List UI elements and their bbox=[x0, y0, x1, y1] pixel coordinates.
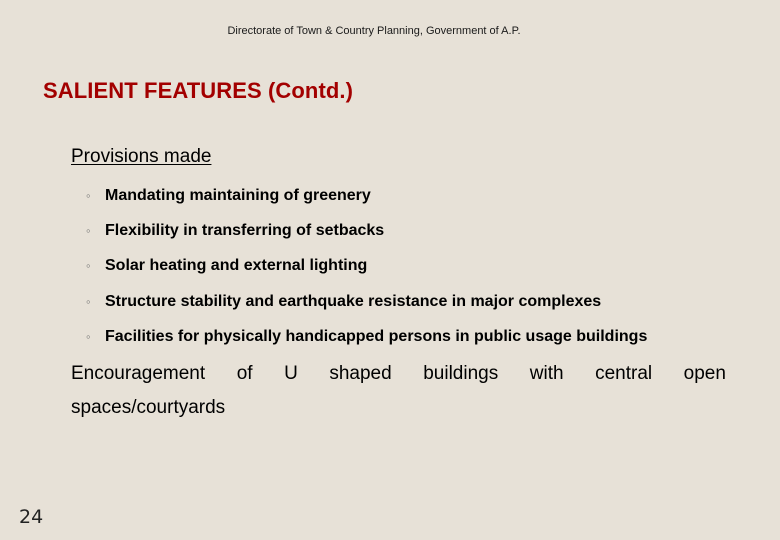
list-item-text: Facilities for physically handicapped persons in public usage buildings bbox=[105, 328, 648, 345]
sub-bullet-icon: ◦ bbox=[86, 294, 91, 309]
list-item bbox=[86, 222, 384, 240]
list-item bbox=[86, 293, 601, 311]
list-item bbox=[86, 187, 371, 205]
word: of bbox=[236, 363, 253, 384]
list-item-text: Flexibility in transferring of setbacks bbox=[105, 222, 385, 239]
sub-bullet-icon: ◦ bbox=[86, 188, 91, 203]
list-item-text: Mandating maintaining of greenery bbox=[105, 187, 371, 204]
provisions-bullet bbox=[46, 146, 211, 168]
word: Encouragement bbox=[71, 363, 206, 384]
word: buildings bbox=[423, 363, 499, 384]
encouragement-line-2: spaces/courtyards bbox=[71, 397, 226, 418]
word: central bbox=[595, 363, 653, 384]
encouragement-line-1 bbox=[71, 363, 726, 385]
sub-bullet-icon: ◦ bbox=[86, 223, 91, 238]
word: U bbox=[284, 363, 298, 384]
sub-bullet-icon: ◦ bbox=[86, 258, 91, 273]
header-note: Directorate of Town & Country Planning, Government of A.P. bbox=[227, 25, 521, 37]
list-item bbox=[86, 328, 647, 346]
sub-bullet-icon: ◦ bbox=[86, 329, 91, 344]
word: with bbox=[529, 363, 564, 384]
word: shaped bbox=[329, 363, 392, 384]
slide-title: SALIENT FEATURES (Contd.) bbox=[43, 78, 354, 103]
list-item-text: Structure stability and earthquake resistance in major complexes bbox=[105, 293, 602, 310]
page-number: 24 bbox=[19, 506, 44, 528]
list-item bbox=[86, 257, 367, 275]
list-item-text: Solar heating and external lighting bbox=[105, 257, 368, 274]
provisions-label: Provisions made bbox=[71, 146, 212, 167]
word: open bbox=[683, 363, 726, 384]
